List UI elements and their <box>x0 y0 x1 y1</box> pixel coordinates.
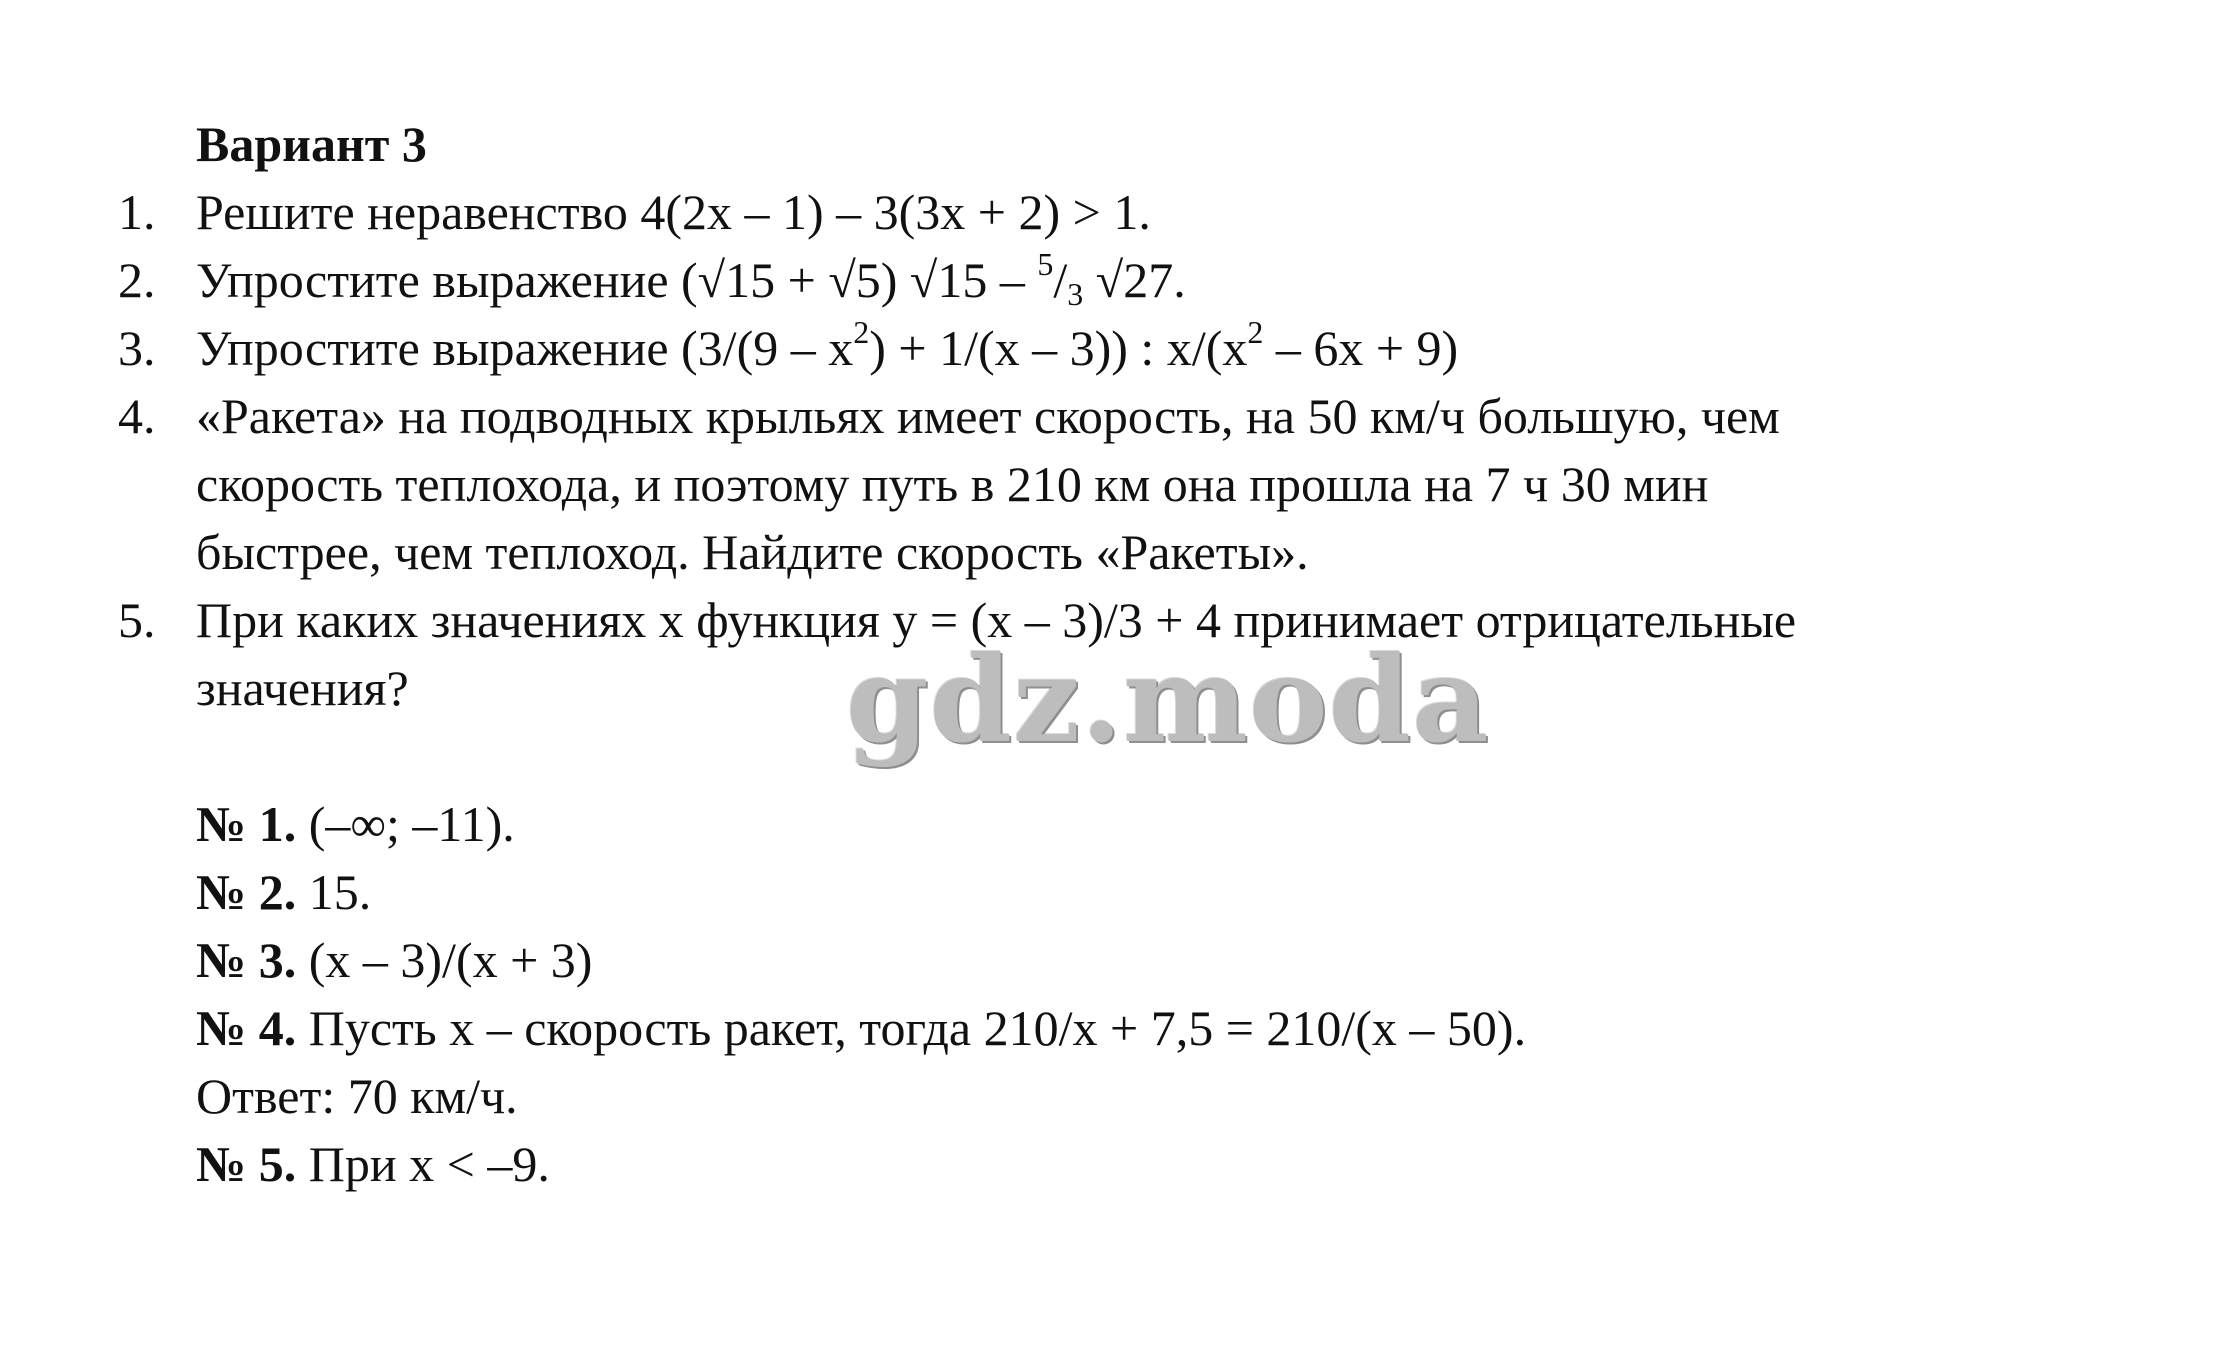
answer-5 <box>196 1130 1526 1198</box>
answer-label: № 5. <box>196 1136 297 1192</box>
answer-label: № 3. <box>196 932 297 988</box>
answer-1 <box>196 790 1526 858</box>
answer-text: Пусть x – скорость ракет, тогда 210/x + 7,5 = 210/(x – 50). <box>296 1000 1527 1056</box>
answer-4 <box>196 994 1526 1062</box>
problem-3 <box>0 314 2096 382</box>
problem-2 <box>0 246 2096 314</box>
problem-number: 1. <box>118 184 156 240</box>
answer-list <box>196 790 1526 1198</box>
variant-title: Вариант 3 <box>196 116 427 172</box>
answer-4-result <box>196 1062 1526 1130</box>
problem-number: 3. <box>118 320 156 376</box>
answer-text: При x < –9. <box>296 1136 550 1192</box>
answer-label: № 4. <box>196 1000 297 1056</box>
problem-text-part: Упростите выражение (3/(9 – x <box>196 320 854 376</box>
exponent: 2 <box>1247 314 1264 350</box>
problem-text-part: – 6x + 9) <box>1263 320 1459 376</box>
answer-label: № 2. <box>196 864 297 920</box>
problem-text <box>196 314 1459 376</box>
problem-text-line: быстрее, чем теплоход. Найдите скорость «Ракеты». <box>196 524 1309 580</box>
answer-text: (x – 3)/(x + 3) <box>296 932 593 988</box>
answer-text: Ответ: 70 км/ч. <box>196 1068 518 1124</box>
answer-label: № 1. <box>196 796 297 852</box>
problem-text-line: «Ракета» на подводных крыльях имеет скорость, на 50 км/ч большую, чем <box>196 388 1780 444</box>
problem-1 <box>0 178 2096 246</box>
problem-text-part: ) + 1/(x – 3)) : x/(x <box>869 320 1248 376</box>
exponent: 2 <box>853 314 870 350</box>
problem-text-part: √27. <box>1083 252 1186 308</box>
problem-number: 5. <box>118 592 156 648</box>
fraction-slash: / <box>1053 252 1068 308</box>
answer-2 <box>196 858 1526 926</box>
problem-text <box>196 246 1186 312</box>
watermark-logo: gdz.moda <box>846 630 1490 769</box>
answer-text: 15. <box>296 864 372 920</box>
fraction-numerator: 5 <box>1037 246 1054 282</box>
problem-text-line: При каких значениях x функция y = (x – 3)/3 + 4 принимает отрицательные <box>196 592 1797 648</box>
answer-3 <box>196 926 1526 994</box>
answer-text: (–∞; –11). <box>296 796 515 852</box>
problem-text-line: значения? <box>196 660 409 716</box>
problem-number: 4. <box>118 388 156 444</box>
problem-text-line: скорость теплохода, и поэтому путь в 210 км она прошла на 7 ч 30 мин <box>196 456 1709 512</box>
problem-4 <box>0 382 2096 586</box>
problem-text: Решите неравенство 4(2x – 1) – 3(3x + 2) > 1. <box>196 184 1151 240</box>
fraction-denominator: 3 <box>1067 276 1084 312</box>
problem-text-part: Упростите выражение (√15 + √5) √15 – <box>196 252 1038 308</box>
problem-number: 2. <box>118 252 156 308</box>
